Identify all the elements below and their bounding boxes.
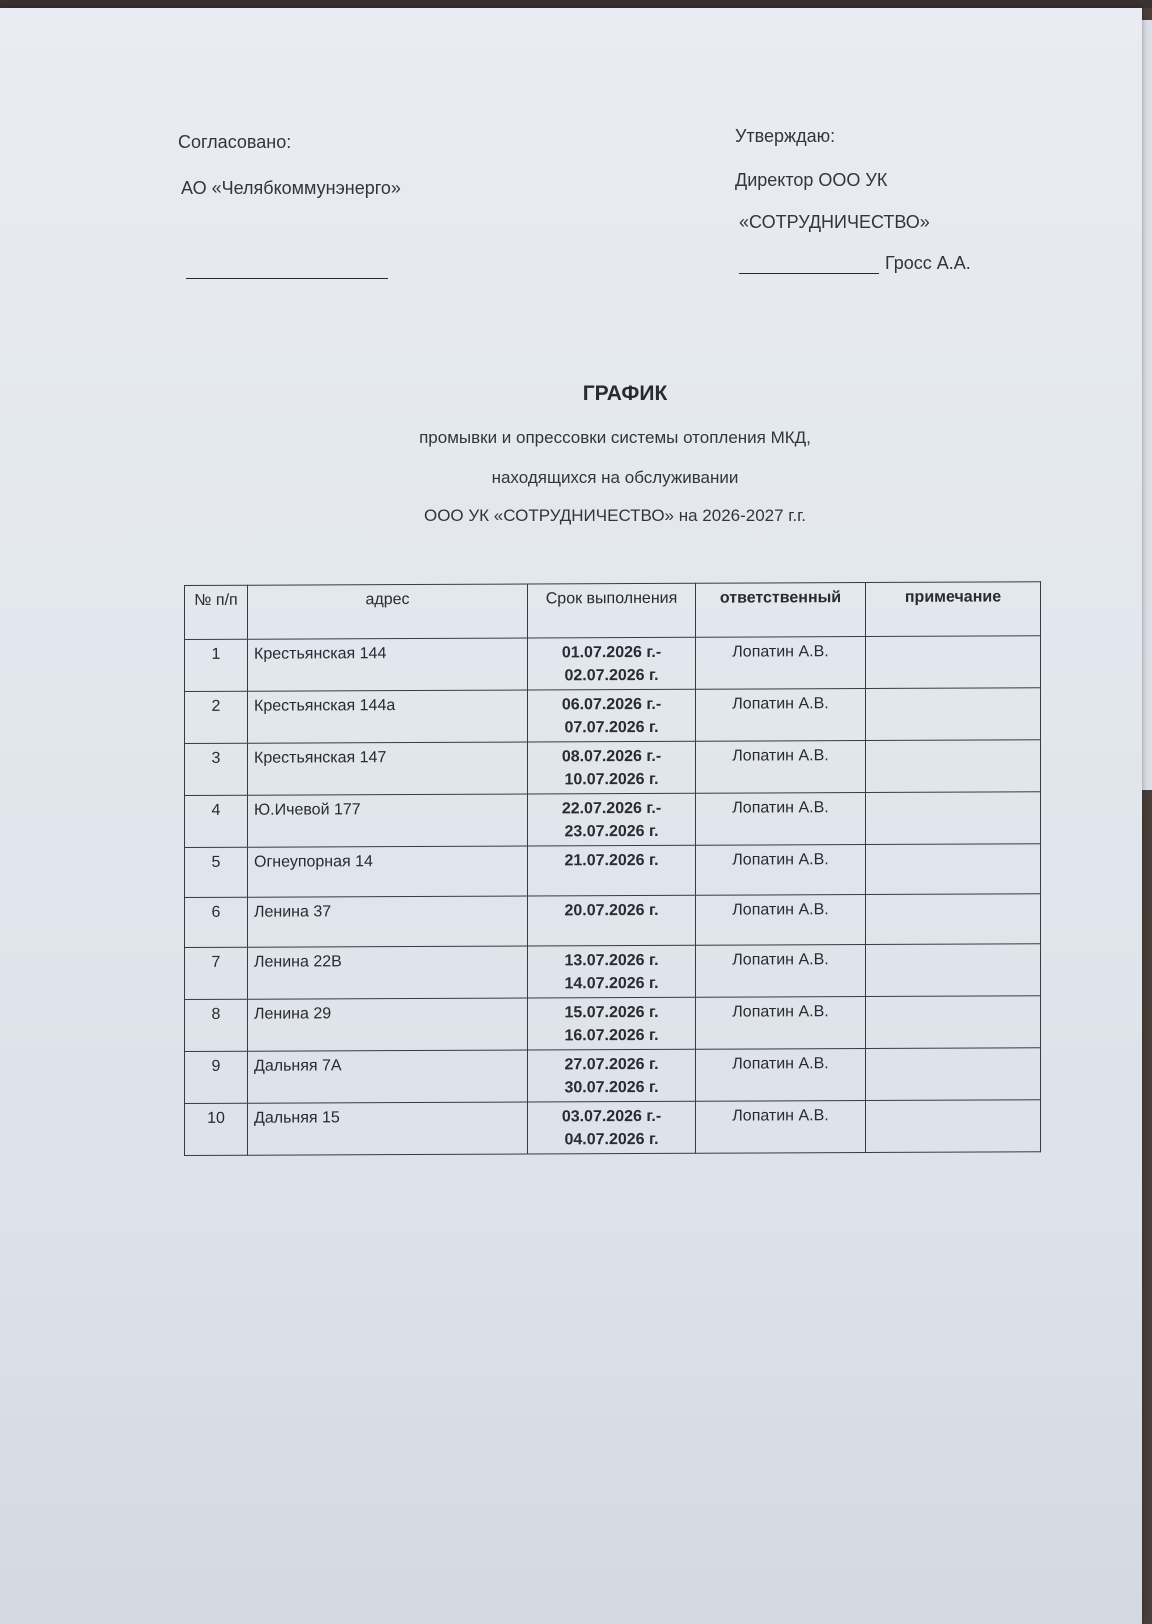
row-date-start: 13.07.2026 г. xyxy=(564,951,659,970)
row-note xyxy=(866,894,1041,945)
table-row xyxy=(185,1100,1041,1156)
row-num: 6 xyxy=(185,897,248,947)
row-date-start: 27.07.2026 г. xyxy=(564,1055,659,1074)
row-num: 7 xyxy=(185,947,248,999)
row-date-start: 06.07.2026 г.- xyxy=(561,695,662,714)
row-responsible: Лопатин А.В. xyxy=(696,997,866,1050)
row-responsible: Лопатин А.В. xyxy=(696,741,866,794)
row-date-end: 23.07.2026 г. xyxy=(564,822,659,841)
row-date-start: 01.07.2026 г.- xyxy=(561,643,662,662)
row-num: 10 xyxy=(185,1103,248,1155)
row-address: Крестьянская 144 xyxy=(248,638,528,691)
row-date-end: 10.07.2026 г. xyxy=(564,770,659,789)
row-date-start: 08.07.2026 г.- xyxy=(561,747,662,766)
row-deadline xyxy=(528,793,696,846)
row-note xyxy=(866,844,1041,895)
desk-background xyxy=(0,0,1152,8)
document-title: ГРАФИК xyxy=(582,382,668,405)
row-num: 4 xyxy=(185,795,248,847)
row-responsible: Лопатин А.В. xyxy=(696,895,866,946)
row-num: 1 xyxy=(185,639,248,691)
row-deadline xyxy=(528,895,696,946)
row-address: Ленина 22В xyxy=(248,946,528,999)
header-responsible: ответственный xyxy=(696,583,866,638)
approve-label: Утверждаю: xyxy=(735,126,836,146)
table-row xyxy=(185,740,1041,796)
row-note xyxy=(866,636,1041,689)
agreed-label: Согласовано: xyxy=(178,132,292,152)
row-date-end: 04.07.2026 г. xyxy=(564,1130,659,1149)
document-subtitle-line3: ООО УК «СОТРУДНИЧЕСТВО» на 2026-2027 г.г. xyxy=(423,506,807,525)
director-signer-name: Гросс А.А. xyxy=(885,253,971,273)
row-date-start: 22.07.2026 г.- xyxy=(561,799,662,818)
row-responsible: Лопатин А.В. xyxy=(696,793,866,846)
row-note xyxy=(866,688,1041,741)
table-row xyxy=(185,944,1041,1000)
table-header-row xyxy=(185,582,1041,640)
director-position: Директор ООО УК xyxy=(735,170,888,190)
row-note xyxy=(866,740,1041,793)
row-deadline xyxy=(528,945,696,998)
row-date-start: 21.07.2026 г. xyxy=(564,851,659,870)
row-address: Ю.Ичевой 177 xyxy=(248,794,528,847)
row-deadline xyxy=(528,689,696,742)
row-date-end: 02.07.2026 г. xyxy=(564,666,659,685)
director-signature-line xyxy=(739,273,879,274)
table-row xyxy=(185,894,1041,948)
document-subtitle-line2: находящихся на обслуживании xyxy=(491,468,739,487)
row-responsible: Лопатин А.В. xyxy=(696,1049,866,1102)
table-row xyxy=(185,792,1041,848)
row-date-start: 20.07.2026 г. xyxy=(564,901,659,920)
row-num: 3 xyxy=(185,743,248,795)
table-row xyxy=(185,996,1041,1052)
table-row xyxy=(185,636,1041,692)
table-row xyxy=(185,688,1041,744)
header-num: № п/п xyxy=(185,585,248,639)
director-org: «СОТРУДНИЧЕСТВО» xyxy=(739,212,930,232)
row-address: Крестьянская 144а xyxy=(248,690,528,743)
row-responsible: Лопатин А.В. xyxy=(696,637,866,690)
row-date-start: 15.07.2026 г. xyxy=(564,1003,659,1022)
row-num: 5 xyxy=(185,847,248,897)
row-deadline xyxy=(528,1049,696,1102)
row-address: Ленина 29 xyxy=(248,998,528,1051)
row-address: Ленина 37 xyxy=(248,896,528,947)
row-responsible: Лопатин А.В. xyxy=(696,1101,866,1154)
row-date-end: 16.07.2026 г. xyxy=(564,1026,659,1045)
header-address: адрес xyxy=(248,584,528,639)
schedule-table xyxy=(184,581,1041,1156)
row-note xyxy=(866,792,1041,845)
row-deadline xyxy=(528,1101,696,1154)
row-responsible: Лопатин А.В. xyxy=(696,945,866,998)
row-note xyxy=(866,944,1041,997)
row-address: Дальняя 7А xyxy=(248,1050,528,1103)
row-deadline xyxy=(528,997,696,1050)
row-responsible: Лопатин А.В. xyxy=(696,845,866,896)
row-address: Крестьянская 147 xyxy=(248,742,528,795)
row-date-end: 07.07.2026 г. xyxy=(564,718,659,737)
row-responsible: Лопатин А.В. xyxy=(696,689,866,742)
header-note: примечание xyxy=(866,582,1041,637)
row-date-end: 30.07.2026 г. xyxy=(564,1078,659,1097)
row-deadline xyxy=(528,741,696,794)
row-note xyxy=(866,996,1041,1049)
document-subtitle-line1: промывки и опрессовки системы отопления МКД, xyxy=(419,428,811,447)
document-page xyxy=(0,8,1142,1624)
row-date-start: 03.07.2026 г.- xyxy=(561,1107,662,1126)
row-note xyxy=(866,1100,1041,1153)
table-row xyxy=(185,844,1041,898)
row-address: Огнеупорная 14 xyxy=(248,846,528,897)
row-deadline xyxy=(528,637,696,690)
row-date-end: 14.07.2026 г. xyxy=(564,974,659,993)
row-address: Дальняя 15 xyxy=(248,1102,528,1155)
row-num: 2 xyxy=(185,691,248,743)
agreed-signature-line xyxy=(186,278,388,279)
row-num: 8 xyxy=(185,999,248,1051)
row-note xyxy=(866,1048,1041,1101)
table-row xyxy=(185,1048,1041,1104)
agreed-org: АО «Челябкоммунэнерго» xyxy=(181,178,401,198)
row-num: 9 xyxy=(185,1051,248,1103)
header-deadline: Срок выполнения xyxy=(528,583,696,638)
row-deadline xyxy=(528,845,696,896)
